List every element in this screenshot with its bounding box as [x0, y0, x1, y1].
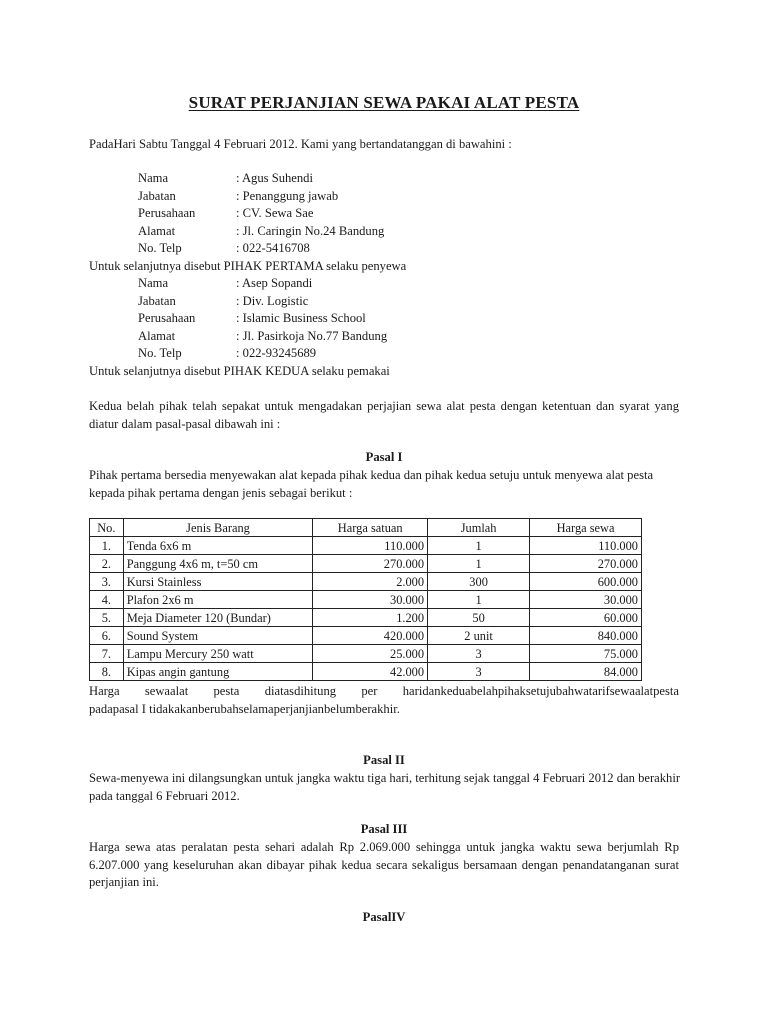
table-cell: 1	[428, 591, 530, 609]
pasal-1-heading: Pasal I	[365, 450, 403, 464]
table-row	[90, 609, 642, 627]
table-cell: Kursi Stainless	[123, 573, 313, 591]
table-cell: Sound System	[123, 627, 313, 645]
table-cell: 3	[428, 645, 530, 663]
table-cell: 2.	[90, 555, 124, 573]
field-value: : 022-5416708	[236, 241, 310, 256]
pasal-2-text: Sewa-menyewa ini dilangsungkan untuk jangka waktu tiga hari, terhitung sejak tanggal 4 Februari 2012 dan berakhir pada tanggal 6 Februari 2012.	[89, 771, 681, 803]
party2-row-jabatan	[138, 293, 387, 311]
table-cell: 30.000	[530, 591, 642, 609]
field-value: : Islamic Business School	[236, 311, 366, 326]
field-label: Jabatan	[138, 188, 176, 203]
table-cell: 2.000	[313, 573, 428, 591]
table-cell: 6.	[90, 627, 124, 645]
table-cell: 8.	[90, 663, 124, 681]
pasal-3-text: Harga sewa atas peralatan pesta sehari adalah Rp 2.069.000 sehingga untuk jangka waktu sewa berjumlah Rp 6.207.000 yang keseluruhan akan dibayar pihak kedua secara sekaligus bersamaan dengan penandatanganan surat perjanjian ini.	[89, 840, 679, 890]
field-value: : Asep Sopandi	[236, 276, 313, 290]
field-label: Perusahaan	[138, 206, 196, 221]
items-table	[89, 518, 642, 681]
column-header: Jumlah	[428, 519, 530, 537]
column-header: Jenis Barang	[123, 519, 313, 537]
table-cell: 5.	[90, 609, 124, 627]
field-label: No. Telp	[138, 241, 182, 256]
party2-details	[138, 275, 387, 363]
table-cell: 840.000	[530, 627, 642, 645]
table-cell: Panggung 4x6 m, t=50 cm	[123, 555, 313, 573]
table-cell: 3.	[90, 573, 124, 591]
table-cell: 4.	[90, 591, 124, 609]
field-label: Nama	[138, 276, 169, 290]
party1-row-telp	[138, 240, 384, 258]
table-header-row	[90, 519, 642, 537]
party2-designation: Untuk selanjutnya disebut PIHAK KEDUA selaku pemakai	[89, 364, 390, 378]
field-label: Alamat	[138, 223, 176, 238]
field-value: : 022-93245689	[236, 346, 317, 361]
table-cell: 420.000	[313, 627, 428, 645]
table-cell: Meja Diameter 120 (Bundar)	[123, 609, 313, 627]
table-cell: 270.000	[530, 555, 642, 573]
field-value: : Penanggung jawab	[236, 188, 339, 203]
table-cell: Kipas angin gantung	[123, 663, 313, 681]
table-cell: 25.000	[313, 645, 428, 663]
table-cell: 1	[428, 537, 530, 555]
column-header: Harga sewa	[530, 519, 642, 537]
table-cell: 84.000	[530, 663, 642, 681]
table-cell: Plafon 2x6 m	[123, 591, 313, 609]
table-cell: 42.000	[313, 663, 428, 681]
field-label: Alamat	[138, 328, 176, 343]
party2-row-telp	[138, 345, 387, 363]
pasal-1-after-table-line1: Harga sewaalat pesta diatasdihitung per haridankeduabelahpihaksetujubahwatarifsewaalatpesta	[89, 684, 679, 698]
field-value: : Agus Suhendi	[236, 171, 313, 185]
party2-row-nama	[138, 275, 387, 293]
party1-row-nama	[138, 170, 384, 188]
document-title: SURAT PERJANJIAN SEWA PAKAI ALAT PESTA	[188, 93, 580, 112]
pasal-4-heading: PasalIV	[362, 910, 406, 924]
pasal-3-heading: Pasal III	[360, 822, 408, 836]
field-value: : Jl. Caringin No.24 Bandung	[236, 223, 385, 238]
field-value: : Div. Logistic	[236, 293, 309, 308]
table-cell: Lampu Mercury 250 watt	[123, 645, 313, 663]
column-header: Harga satuan	[313, 519, 428, 537]
party1-row-alamat	[138, 223, 384, 241]
party1-row-perusahaan	[138, 205, 384, 223]
table-cell: 1.200	[313, 609, 428, 627]
table-row	[90, 591, 642, 609]
table-row	[90, 537, 642, 555]
field-label: No. Telp	[138, 346, 182, 361]
party2-row-alamat	[138, 328, 387, 346]
field-label: Jabatan	[138, 293, 176, 308]
column-header: No.	[90, 519, 124, 537]
table-row	[90, 555, 642, 573]
table-cell: 1.	[90, 537, 124, 555]
table-row	[90, 627, 642, 645]
field-label: Nama	[138, 171, 169, 185]
party1-row-jabatan	[138, 188, 384, 206]
table-cell: 600.000	[530, 573, 642, 591]
table-cell: 270.000	[313, 555, 428, 573]
pasal-1-text: Pihak pertama bersedia menyewakan alat kepada pihak kedua dan pihak kedua setuju untuk menyewa alat pesta kepada pihak pertama dengan jenis sebagai berikut :	[89, 468, 654, 500]
table-cell: 30.000	[313, 591, 428, 609]
table-cell: 110.000	[530, 537, 642, 555]
table-cell: 3	[428, 663, 530, 681]
party1-designation: Untuk selanjutnya disebut PIHAK PERTAMA selaku penyewa	[89, 259, 407, 273]
party2-row-perusahaan	[138, 310, 387, 328]
agreement-paragraph: Kedua belah pihak telah sepakat untuk mengadakan perjajian sewa alat pesta dengan ketentuan dan syarat yang diatur dalam pasal-pasal dibawah ini :	[89, 399, 679, 431]
pasal-2-heading: Pasal II	[363, 753, 405, 767]
field-value: : CV. Sewa Sae	[236, 206, 314, 221]
field-value: : Jl. Pasirkoja No.77 Bandung	[236, 328, 388, 343]
table-cell: 1	[428, 555, 530, 573]
table-cell: 60.000	[530, 609, 642, 627]
table-cell: Tenda 6x6 m	[123, 537, 313, 555]
table-cell: 7.	[90, 645, 124, 663]
field-label: Perusahaan	[138, 311, 196, 326]
table-row	[90, 663, 642, 681]
table-cell: 110.000	[313, 537, 428, 555]
table-cell: 75.000	[530, 645, 642, 663]
table-cell: 300	[428, 573, 530, 591]
table-cell: 2 unit	[428, 627, 530, 645]
party1-details	[138, 170, 384, 258]
intro-paragraph: PadaHari Sabtu Tanggal 4 Februari 2012. Kami yang bertandatanggan di bawahini :	[89, 137, 512, 151]
table-cell: 50	[428, 609, 530, 627]
pasal-1-after-table-line2: padapasal I tidakakanberubahselamaperjanjianbelumberakhir.	[89, 702, 400, 716]
table-row	[90, 645, 642, 663]
table-row	[90, 573, 642, 591]
